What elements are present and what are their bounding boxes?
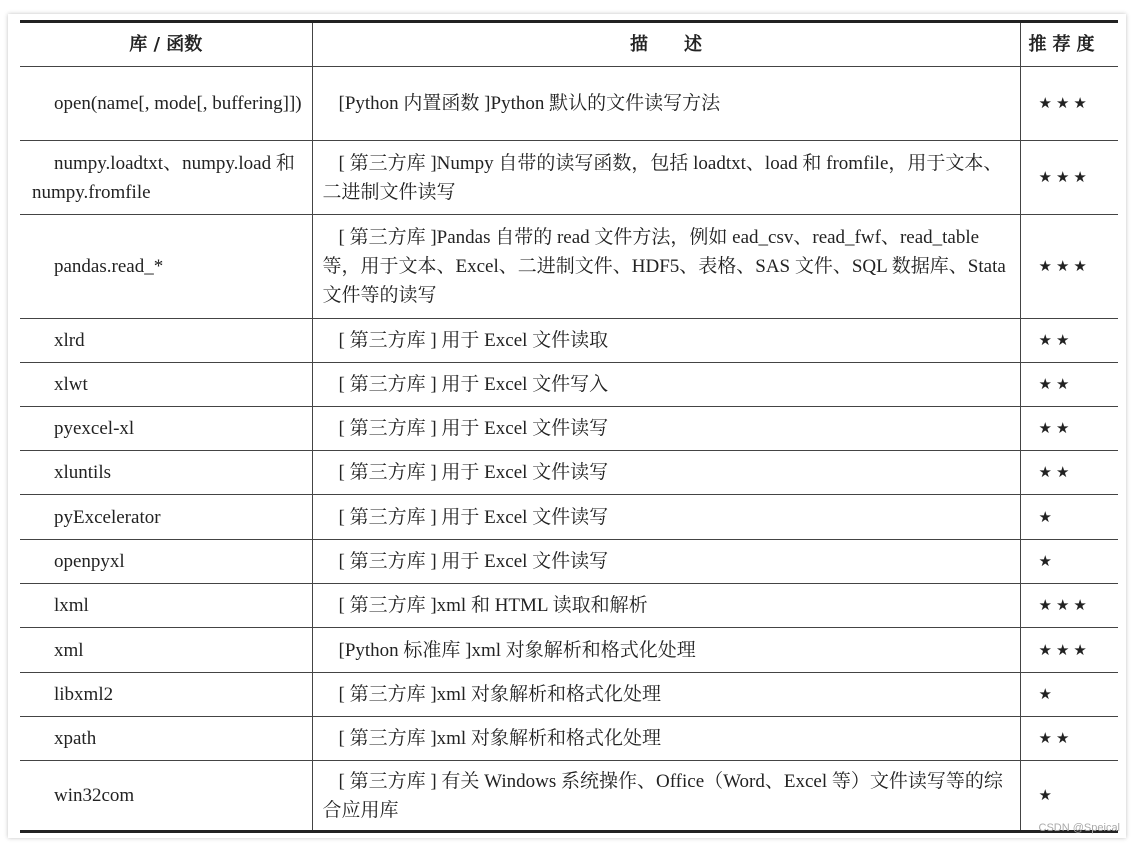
library-table xyxy=(20,20,1118,833)
table-header-row xyxy=(20,22,1118,67)
rating-stars: ★★★ xyxy=(1020,67,1118,141)
table-row xyxy=(20,451,1118,495)
rating-stars: ★★★ xyxy=(1020,141,1118,215)
library-description: [Python 内置函数 ]Python 默认的文件读写方法 xyxy=(312,67,1020,141)
rating-stars: ★★ xyxy=(1020,451,1118,495)
library-name: win32com xyxy=(20,761,312,832)
library-name: xpath xyxy=(20,717,312,761)
table-row xyxy=(20,67,1118,141)
table-row xyxy=(20,141,1118,215)
table-row xyxy=(20,761,1118,832)
rating-stars: ★★ xyxy=(1020,363,1118,407)
library-description: [ 第三方库 ] 用于 Excel 文件写入 xyxy=(312,363,1020,407)
table-row xyxy=(20,319,1118,363)
rating-stars: ★★ xyxy=(1020,717,1118,761)
table-row xyxy=(20,215,1118,319)
header-library: 库 / 函数 xyxy=(20,22,312,67)
table-row xyxy=(20,673,1118,717)
rating-stars: ★★★ xyxy=(1020,628,1118,673)
rating-stars: ★★★ xyxy=(1020,215,1118,319)
library-description: [ 第三方库 ] 用于 Excel 文件读取 xyxy=(312,319,1020,363)
library-name: xlrd xyxy=(20,319,312,363)
table-row xyxy=(20,717,1118,761)
header-rating: 推荐度 xyxy=(1020,22,1118,67)
library-description: [ 第三方库 ] 用于 Excel 文件读写 xyxy=(312,451,1020,495)
table-row xyxy=(20,540,1118,584)
table-row xyxy=(20,495,1118,540)
table-row xyxy=(20,628,1118,673)
library-name: pyExcelerator xyxy=(20,495,312,540)
library-name: open(name[, mode[, buffering]]) xyxy=(20,67,312,141)
library-name: xml xyxy=(20,628,312,673)
rating-stars: ★ xyxy=(1020,761,1118,832)
rating-stars: ★ xyxy=(1020,540,1118,584)
library-name: pandas.read_* xyxy=(20,215,312,319)
rating-stars: ★ xyxy=(1020,495,1118,540)
library-name: xlwt xyxy=(20,363,312,407)
library-name: xluntils xyxy=(20,451,312,495)
header-description: 描 述 xyxy=(312,22,1020,67)
library-description: [ 第三方库 ]Numpy 自带的读写函数，包括 loadtxt、load 和 fromfile，用于文本、二进制文件读写 xyxy=(312,141,1020,215)
library-name: lxml xyxy=(20,584,312,628)
library-description: [ 第三方库 ]Pandas 自带的 read 文件方法，例如 ead_csv、read_fwf、read_table 等，用于文本、Excel、二进制文件、HDF5、表格、SAS 文件、SQL 数据库、Stata 文件等的读写 xyxy=(312,215,1020,319)
library-description: [ 第三方库 ]xml 对象解析和格式化处理 xyxy=(312,673,1020,717)
rating-stars: ★★ xyxy=(1020,407,1118,451)
library-description: [ 第三方库 ] 用于 Excel 文件读写 xyxy=(312,495,1020,540)
rating-stars: ★★ xyxy=(1020,319,1118,363)
library-description: [ 第三方库 ]xml 和 HTML 读取和解析 xyxy=(312,584,1020,628)
table-row xyxy=(20,407,1118,451)
library-name: numpy.loadtxt、numpy.load 和 numpy.fromfile xyxy=(20,141,312,215)
rating-stars: ★★★ xyxy=(1020,584,1118,628)
library-description: [ 第三方库 ]xml 对象解析和格式化处理 xyxy=(312,717,1020,761)
watermark: CSDN @Speical xyxy=(1038,822,1120,834)
library-name: pyexcel-xl xyxy=(20,407,312,451)
table-row xyxy=(20,584,1118,628)
library-description: [Python 标准库 ]xml 对象解析和格式化处理 xyxy=(312,628,1020,673)
library-name: libxml2 xyxy=(20,673,312,717)
rating-stars: ★ xyxy=(1020,673,1118,717)
library-description: [ 第三方库 ] 用于 Excel 文件读写 xyxy=(312,407,1020,451)
library-description: [ 第三方库 ] 用于 Excel 文件读写 xyxy=(312,540,1020,584)
library-name: openpyxl xyxy=(20,540,312,584)
table-row xyxy=(20,363,1118,407)
library-description: [ 第三方库 ] 有关 Windows 系统操作、Office（Word、Excel 等）文件读写等的综合应用库 xyxy=(312,761,1020,832)
